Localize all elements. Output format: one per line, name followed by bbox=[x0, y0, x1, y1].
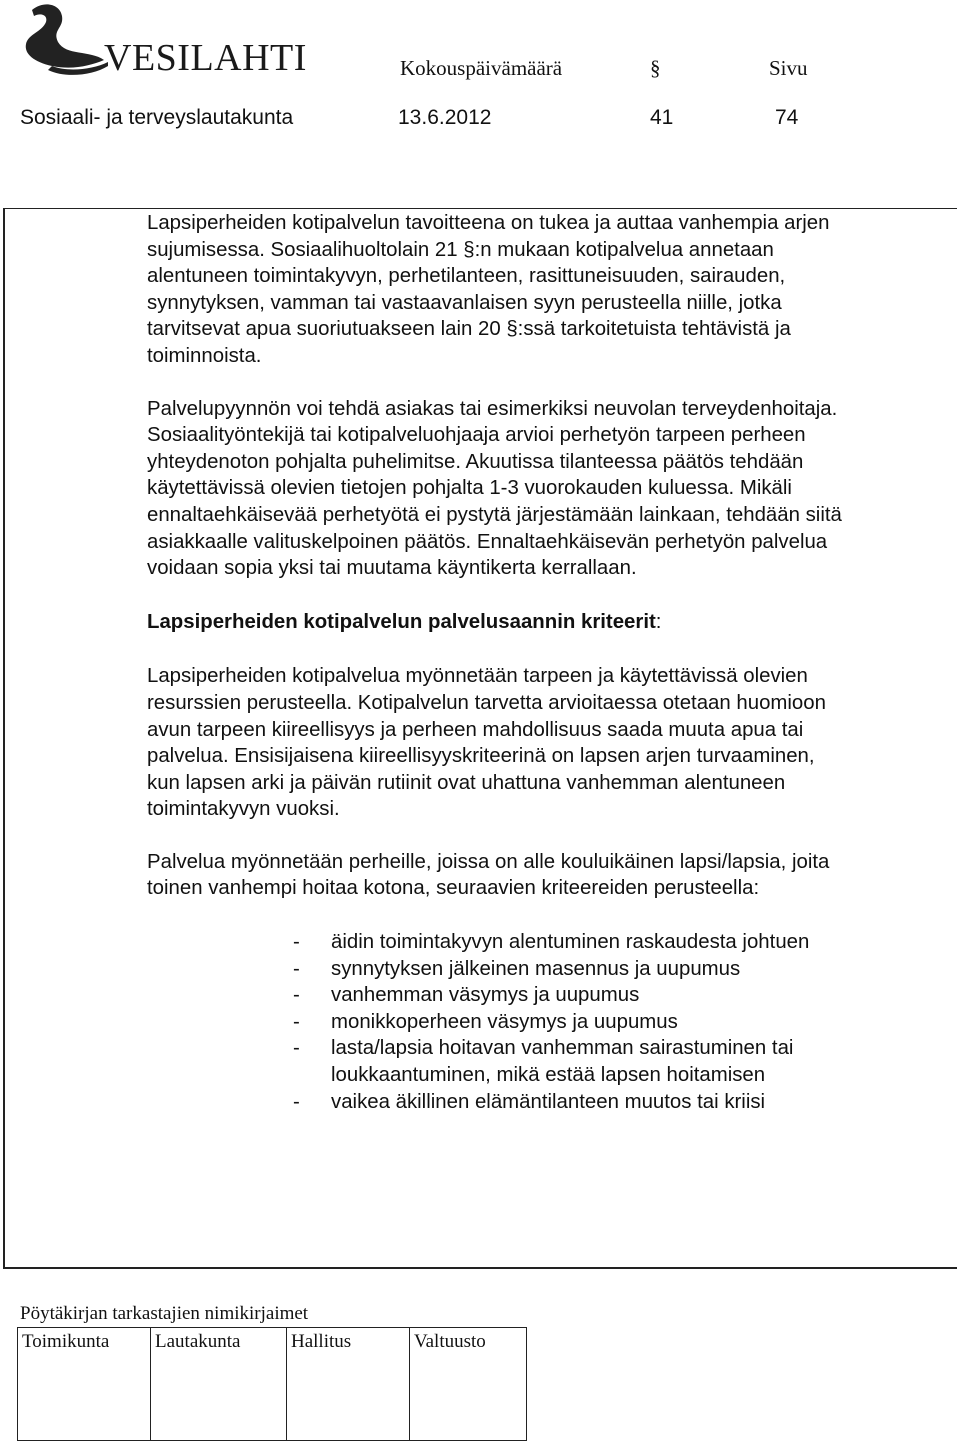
bullet-dash: - bbox=[293, 984, 300, 1007]
list-item bbox=[293, 982, 913, 1009]
list-item bbox=[293, 1009, 913, 1036]
list-item-text: vaikea äkillinen elämäntilanteen muutos tai kriisi bbox=[331, 1090, 766, 1113]
document-body bbox=[147, 210, 937, 1115]
section-heading-colon: : bbox=[655, 610, 662, 633]
bullet-dash: - bbox=[293, 1010, 300, 1033]
paragraph-line: toiminnoista. bbox=[147, 344, 262, 367]
paragraph-line: kun lapsen arki ja päivän rutiinit ovat uhattuna vanhemman alentuneen bbox=[147, 771, 786, 794]
paragraph-line: alentuneen toimintakyvyn, perhetilanteen, rasittuneisuuden, sairauden, bbox=[147, 265, 786, 288]
paragraph-line: käytettävissä olevien tietojen pohjalta 1-3 vuorokauden kuluessa. Mikäli bbox=[147, 477, 792, 500]
initials-table bbox=[17, 1327, 527, 1441]
meeting-date: 13.6.2012 bbox=[398, 106, 492, 129]
list-item-text: äidin toimintakyvyn alentuminen raskaudesta johtuen bbox=[331, 931, 810, 954]
initials-cell-council bbox=[410, 1328, 527, 1441]
column-label: Lautakunta bbox=[155, 1331, 241, 1352]
list-item-text: lasta/lapsia hoitavan vanhemman sairastuminen tai bbox=[331, 1037, 794, 1060]
logo-text: VESILAHTI bbox=[104, 37, 307, 79]
section-heading bbox=[147, 609, 937, 636]
paragraph-line: voidaan sopia yksi tai muutama käyntikerta kerrallaan. bbox=[147, 557, 637, 580]
column-label: Valtuusto bbox=[414, 1331, 486, 1352]
paragraph-line: sujumisessa. Sosiaalihuoltolain 21 §:n mukaan kotipalvelua annetaan bbox=[147, 238, 774, 261]
list-item-text-continued: loukkaantuminen, mikä estää lapsen hoitamisen bbox=[331, 1064, 766, 1087]
paragraph-line: Sosiaalityöntekijä tai kotipalveluohjaaja arvioi perhetyön tarpeen perheen bbox=[147, 424, 806, 447]
bullet-dash: - bbox=[293, 957, 300, 980]
list-item bbox=[293, 956, 913, 983]
paragraph-line: palvelua. Ensisijaisena kiireellisyyskriteerinä on lapsen arjen turvaaminen, bbox=[147, 745, 815, 768]
column-label: Toimikunta bbox=[22, 1331, 110, 1352]
bullet-dash: - bbox=[293, 1037, 300, 1060]
footer-title: Pöytäkirjan tarkastajien nimikirjaimet bbox=[20, 1303, 309, 1324]
paragraph-line: resurssien perusteella. Kotipalvelun tarvetta arvioitaessa otetaan huomioon bbox=[147, 691, 826, 714]
list-item-text: vanhemman väsymys ja uupumus bbox=[331, 984, 640, 1007]
section-label: § bbox=[650, 56, 661, 80]
paragraph-line: Palvelupyynnön voi tehdä asiakas tai esimerkiksi neuvolan terveydenhoitaja. bbox=[147, 397, 838, 420]
bullet-dash: - bbox=[293, 931, 300, 954]
paragraph-line: synnytyksen, vamman tai vastaavanlaisen syyn perusteella niille, jotka bbox=[147, 291, 782, 314]
criteria-list bbox=[293, 929, 913, 1115]
initials-cell-government bbox=[287, 1328, 410, 1441]
meeting-date-label: Kokouspäivämäärä bbox=[400, 56, 563, 80]
paragraph-line: yhteydenoton pohjalta puhelimitse. Akuutissa tilanteessa päätös tehdään bbox=[147, 450, 804, 473]
paragraph-line: toinen vanhempi hoitaa kotona, seuraavien kriteereiden perusteella: bbox=[147, 877, 760, 900]
section-number: 41 bbox=[650, 106, 674, 129]
list-item bbox=[293, 929, 913, 956]
swan-icon bbox=[12, 0, 112, 80]
paragraph-line: Lapsiperheiden kotipalvelua myönnetään tarpeen ja käytettävissä olevien bbox=[147, 665, 808, 688]
paragraph-line: Lapsiperheiden kotipalvelun tavoitteena on tukea ja auttaa vanhempia arjen bbox=[147, 212, 830, 234]
vesilahti-logo bbox=[12, 0, 307, 80]
initials-cell-committee bbox=[18, 1328, 151, 1441]
list-item-text: synnytyksen jälkeinen masennus ja uupumus bbox=[331, 957, 741, 980]
committee-name: Sosiaali- ja terveyslautakunta bbox=[20, 106, 294, 129]
paragraph-line: avun tarpeen kiireellisyys ja perheen mahdollisuus saada muuta apua tai bbox=[147, 718, 804, 741]
bullet-dash: - bbox=[293, 1090, 300, 1113]
page-number: 74 bbox=[775, 106, 799, 129]
initials-cell-board bbox=[151, 1328, 287, 1441]
paragraph-line: ennaltaehkäisevää perhetyötä ei pystytä järjestämään lainkaan, tehdään siitä bbox=[147, 503, 842, 526]
list-item-text: monikkoperheen väsymys ja uupumus bbox=[331, 1010, 678, 1033]
list-item bbox=[293, 1035, 913, 1088]
paragraph-line: toimintakyvyn vuoksi. bbox=[147, 798, 340, 821]
list-item bbox=[293, 1089, 913, 1116]
section-heading-text: Lapsiperheiden kotipalvelun palvelusaannin kriteerit bbox=[147, 610, 656, 633]
page-label: Sivu bbox=[769, 56, 808, 80]
paragraph-line: tarvitsevat apua suoriutuakseen lain 20 §:ssä tarkoitetuista tehtävistä ja bbox=[147, 318, 791, 341]
column-label: Hallitus bbox=[291, 1331, 352, 1352]
paragraph-line: Palvelua myönnetään perheille, joissa on alle kouluikäinen lapsi/lapsia, joita bbox=[147, 850, 830, 873]
paragraph-line: asiakkaalle valituskelpoinen päätös. Ennaltaehkäisevän perhetyön palvelua bbox=[147, 530, 828, 553]
